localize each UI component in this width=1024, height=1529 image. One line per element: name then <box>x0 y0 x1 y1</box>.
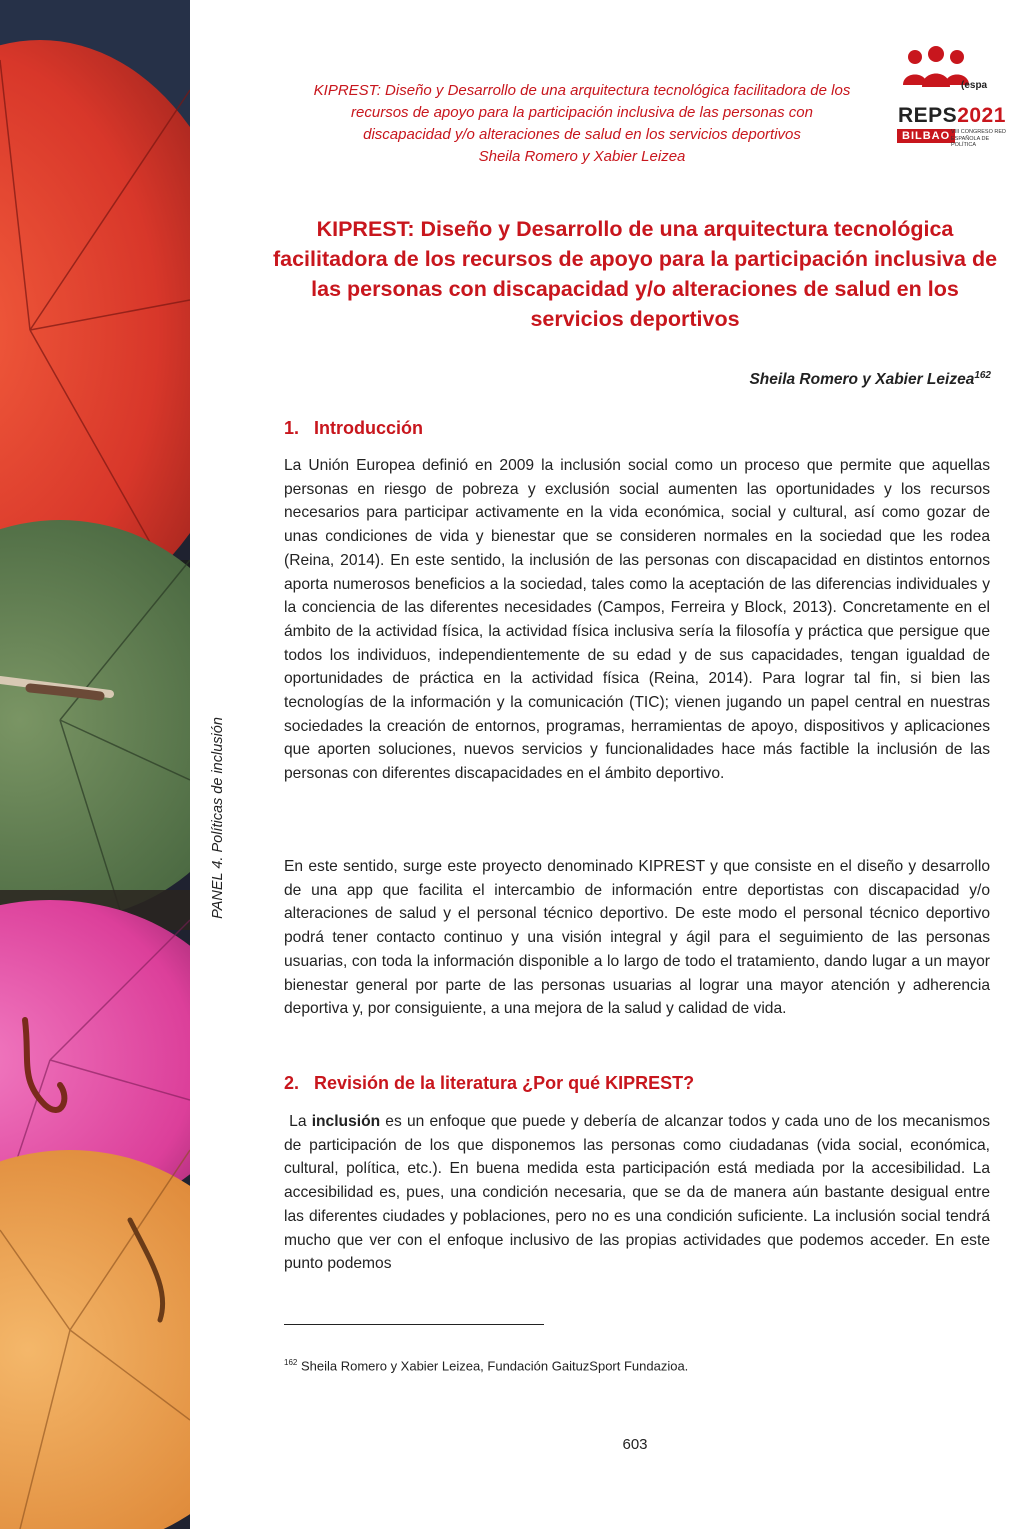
logo-espa: (espa <box>961 80 988 91</box>
footnote-text: Sheila Romero y Xabier Leizea, Fundación GaituzSport Fundazioa. <box>297 1358 689 1374</box>
footnote <box>284 1358 688 1373</box>
author-footnote-mark: 162 <box>974 370 991 381</box>
page-number: 603 <box>622 1436 648 1453</box>
logo-city: BILBAO <box>897 129 955 143</box>
section-title: Introducción <box>314 418 423 438</box>
section-title: Revisión de la literatura ¿Por qué KIPREST? <box>314 1073 695 1093</box>
section-heading-introduccion <box>284 418 423 439</box>
running-header-line: discapacidad y/o alteraciones de salud en los servicios deportivos <box>363 126 801 143</box>
logo-reps-text: REPS <box>898 104 958 127</box>
logo-congress: VIII CONGRESO RED ESPAÑOLA DE POLÍTICA <box>951 129 1007 148</box>
document-title: KIPREST: Diseño y Desarrollo de una arquitectura tecnológica facilitadora de los recursos de apoyo para la participación inclusiva de las personas con discapacidad y/o alteraciones de salud en los servicios deportivos <box>272 217 998 331</box>
running-header-line: KIPREST: Diseño y Desarrollo de una arquitectura tecnológica facilitadora de los <box>313 82 851 99</box>
paragraph-rest: es un enfoque que puede y debería de alcanzar todos y cada uno de los mecanismos de participación de los que disponemos las personas como ciudadanas (vida social, económica, cultural, política, etc.). En buena medida esta participación está mediada por la accesibilidad. La accesibilidad es, pues, una condición necesaria, que se da de manera aún bastante desigual entre las diferentes ciudades y poblaciones, pero no es una condición suficiente. La inclusión social tendrá mucho que ver con el enfoque inclusivo de las propias actividades que podemos acceder. En este punto podemos <box>284 1113 990 1273</box>
body-paragraph: La Unión Europea definió en 2009 la inclusión social como un proceso que permite que aquellas personas en riesgo de pobreza y exclusión social aumenten las oportunidades y los recursos necesarios para participar activamente en la vida económica, social y cultural, así como gozar de unas condiciones de vida y bienestar que se consideren normales en la sociedad que les rodea (Reina, 2014). En este sentido, la inclusión de las personas con discapacidad en distintos entornos aporta numerosos beneficios a la sociedad, tales como la aceptación de las diferencias individuales y la conciencia de las diferentes necesidades (Campos, Ferreira y Block, 2013). Concretamente en el ámbito de la actividad física, la actividad física inclusiva sería la filosofía y práctica que persigue que todos los individuos, independientemente de su edad y de sus capacidades, tengan igualdad de oportunidades de práctica en la actividad física (Reina, 2014). Para lograr tal fin, si bien las tecnologías de la información y la comunicación (TIC); vienen jugando un papel central en nuestras sociedades la creación de entornos, programas, herramientas de apoyo, dispositivos y aplicaciones que aporten soluciones, nuevos servicios y funcionalidades hace más factible la inclusión de las personas con diferentes discapacidades en el ámbito deportivo. <box>284 457 990 783</box>
section-heading-revision <box>284 1073 694 1094</box>
panel-label: PANEL 4. Políticas de inclusión <box>210 717 226 919</box>
paragraph-lead: La <box>284 1113 312 1130</box>
umbrella-photo-strip <box>0 0 190 1529</box>
footnote-mark: 162 <box>284 1358 298 1367</box>
author-names: Sheila Romero y Xabier Leizea <box>749 371 975 389</box>
body-paragraph: En este sentido, surge este proyecto denominado KIPREST y que consiste en el diseño y desarrollo de una app que facilita el intercambio de información entre deportistas con discapacidad y/o alteraciones de salud y el personal técnico deportivo. De este modo el personal técnico deportivo podrá tener contacto continuo y una visión integral y ágil para el seguimiento de las personas usuarias, con toda la información disponible a lo largo de todo el tratamiento, dando lugar a un mayor bienestar general por parte de las personas usuarias al lograr una mayor atención y adherencia deportiva y, por consiguiente, a una mejora de la salud y calidad de vida. <box>284 858 990 1018</box>
running-header-line: recursos de apoyo para la participación inclusiva de las personas con <box>351 104 813 121</box>
paragraph-bold-term: inclusión <box>311 1113 381 1130</box>
body-paragraph <box>284 1110 990 1276</box>
section-number: 1. <box>284 418 300 438</box>
footnote-divider <box>284 1324 544 1325</box>
running-header <box>262 80 902 168</box>
running-header-authors: Sheila Romero y Xabier Leizea <box>478 148 686 165</box>
authors <box>749 370 991 389</box>
logo-reps <box>898 104 1006 128</box>
reps-2021-logo <box>895 45 1015 155</box>
logo-year: 2021 <box>957 104 1006 127</box>
section-number: 2. <box>284 1073 300 1093</box>
